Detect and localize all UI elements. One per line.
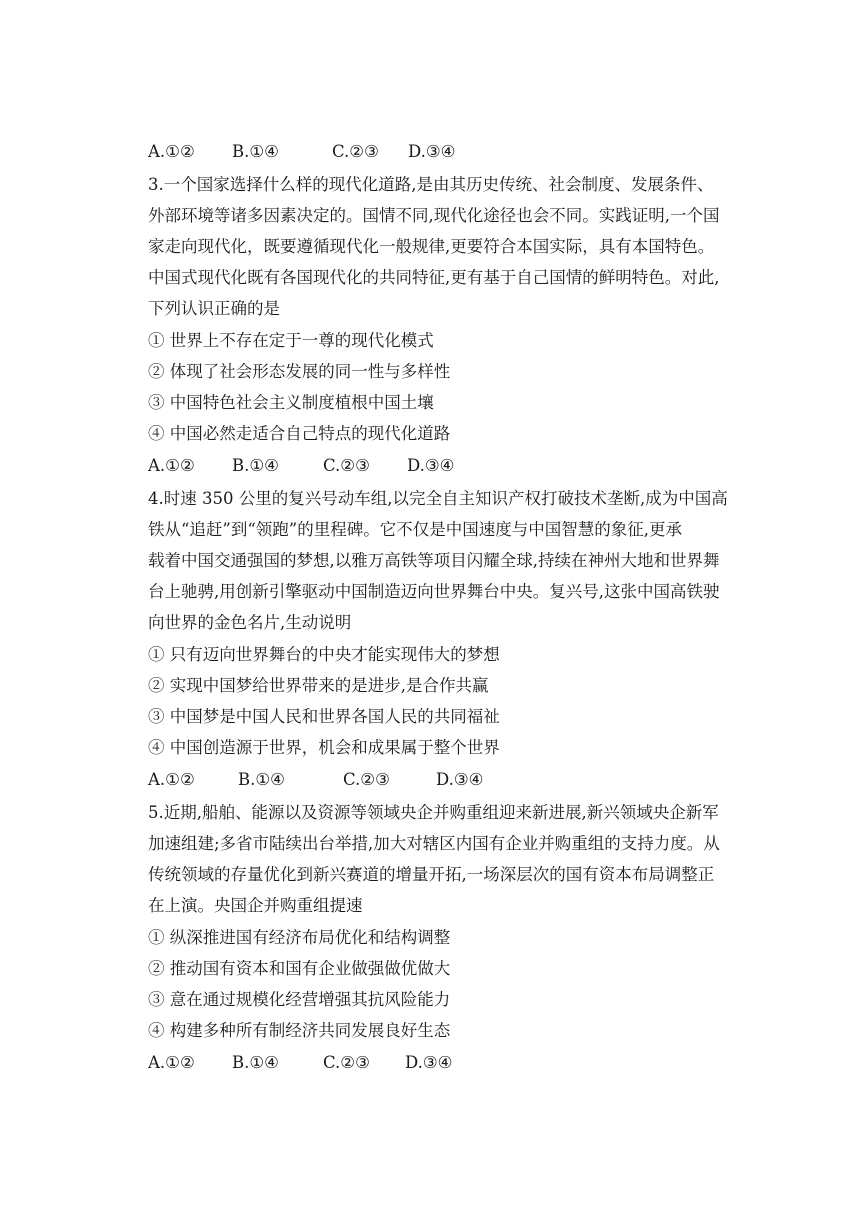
q4-stem-line: 向世界的金色名片,生动说明 [148,613,352,632]
q3-item: ② 体现了社会形态发展的同一性与多样性 [148,362,451,381]
q4-stem-line: 4.时速 350 公里的复兴号动车组,以完全自主知识产权打破技术垄断,成为中国高 [148,489,728,508]
q3-stem-line: 家走向现代化，既要遵循现代化一般规律,更要符合本国实际，具有本国特色。 [148,237,715,256]
q5-item: ④ 构建多种所有制经济共同发展良好生态 [148,1021,451,1040]
q5-stem-line: 在上演。央国企并购重组提速 [148,896,363,915]
q5-option-c: C.②③ [323,1053,370,1072]
q3-stem-line: 外部环境等诸多因素决定的。国情不同,现代化途径也会不同。实践证明,一个国 [148,206,720,225]
q3-option-a: A.①② [148,456,195,475]
q5-stem-line: 加速组建;多省市陆续出台举措,加大对辖区内国有企业并购重组的支持力度。从 [148,834,720,853]
q4-option-a: A.①② [148,770,195,789]
q4-option-c: C.②③ [343,770,390,789]
q4-options [148,769,483,791]
q4-stem-line: 载着中国交通强国的梦想,以雅万高铁等项目闪耀全球,持续在神州大地和世界舞 [148,551,720,570]
q2-option-a: A.①② [148,142,195,161]
q5-stem-line: 5.近期,船舶、能源以及资源等领域央企并购重组迎来新进展,新兴领域央企新军 [148,803,719,822]
q3-option-b: B.①④ [232,456,279,475]
q5-option-b: B.①④ [232,1053,279,1072]
q4-item: ③ 中国梦是中国人民和世界各国人民的共同福祉 [148,707,500,726]
q2-options [148,141,455,163]
q2-option-b: B.①④ [232,142,279,161]
q4-item: ② 实现中国梦给世界带来的是进步,是合作共赢 [148,676,489,695]
q3-option-c: C.②③ [323,456,370,475]
q5-item: ② 推动国有资本和国有企业做强做优做大 [148,959,451,978]
q3-item: ④ 中国必然走适合自己特点的现代化道路 [148,424,451,443]
q5-item: ③ 意在通过规模化经营增强其抗风险能力 [148,990,451,1009]
q5-stem-line: 传统领域的存量优化到新兴赛道的增量开拓,一场深层次的国有资本布局调整正 [148,865,715,884]
q3-stem-line: 下列认识正确的是 [148,299,280,318]
q5-option-a: A.①② [148,1053,195,1072]
q3-item: ③ 中国特色社会主义制度植根中国土壤 [148,393,434,412]
q4-option-b: B.①④ [238,770,285,789]
q3-option-d: D.③④ [407,456,455,475]
q3-item: ① 世界上不存在定于一尊的现代化模式 [148,331,434,350]
q2-option-d: D.③④ [408,142,456,161]
q4-stem-line: 台上驰骋,用创新引擎驱动中国制造迈向世界舞台中央。复兴号,这张中国高铁驶 [148,582,720,601]
q3-stem-line: 3.一个国家选择什么样的现代化道路,是由其历史传统、社会制度、发展条件、 [148,175,714,194]
q5-item: ① 纵深推进国有经济布局优化和结构调整 [148,928,451,947]
q2-option-c: C.②③ [332,142,379,161]
q3-options [148,455,454,477]
q5-options [148,1052,452,1074]
q3-stem-line: 中国式现代化既有各国现代化的共同特征,更有基于自己国情的鲜明特色。对此, [148,268,720,287]
q4-option-d: D.③④ [436,770,484,789]
q5-option-d: D.③④ [405,1053,453,1072]
q4-item: ① 只有迈向世界舞台的中央才能实现伟大的梦想 [148,645,500,664]
q4-item: ④ 中国创造源于世界，机会和成果属于整个世界 [148,738,500,757]
q4-stem-line: 铁从“追赶”到“领跑”的里程碑。它不仅是中国速度与中国智慧的象征,更承 [148,520,682,539]
